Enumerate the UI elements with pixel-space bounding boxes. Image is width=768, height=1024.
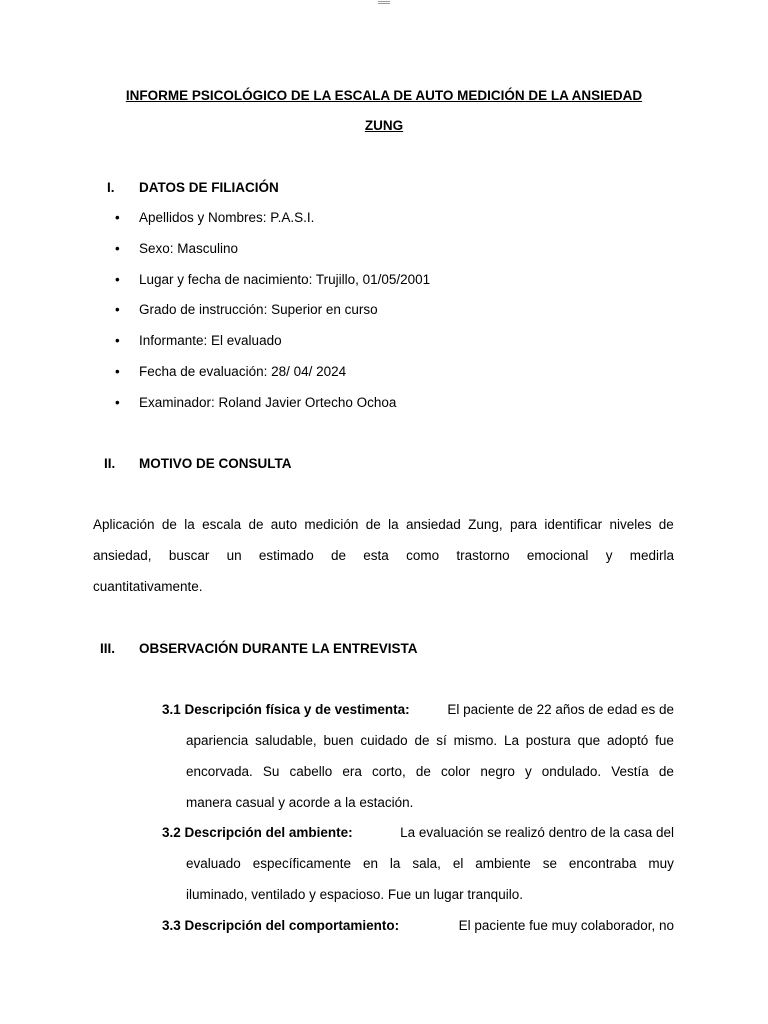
word: emocional xyxy=(526,548,589,563)
word: muy xyxy=(648,856,674,871)
subsection-3-2-line xyxy=(186,856,674,872)
word: medición xyxy=(304,517,359,532)
word: y xyxy=(524,764,532,779)
word: que xyxy=(577,733,601,748)
word: para xyxy=(509,517,537,532)
word: se xyxy=(542,856,557,871)
word: medirla xyxy=(629,548,674,563)
subsection-3-1-first-line xyxy=(162,702,674,718)
subsection-3-1-number: 3.1 xyxy=(162,702,181,717)
word: buen xyxy=(323,733,354,748)
word: de xyxy=(365,517,381,532)
word: encorvada. xyxy=(186,764,253,779)
word: auto xyxy=(270,517,298,532)
subsection-3-3-lead: El paciente fue muy colaborador, no xyxy=(458,918,674,933)
word: esta xyxy=(363,548,389,563)
word: la xyxy=(184,517,195,532)
list-item: • Sexo: Masculino xyxy=(115,241,239,256)
subsection-3-1-line: manera casual y acorde a la estación. xyxy=(186,795,414,810)
subsection-3-1-heading: Descripción física y de vestimenta: xyxy=(184,702,410,717)
list-item: • Fecha de evaluación: 28/ 04/ 2024 xyxy=(115,364,347,379)
list-item: • Lugar y fecha de nacimiento: Trujillo, 01/05/2001 xyxy=(115,272,431,287)
word: ansiedad xyxy=(405,517,461,532)
word: identificar xyxy=(544,517,603,532)
word: buscar xyxy=(168,548,210,563)
word: sí xyxy=(436,733,447,748)
word: en xyxy=(362,856,378,871)
consult-line-2 xyxy=(93,548,674,564)
word: de xyxy=(248,517,264,532)
section-1-title: DATOS DE FILIACIÓN xyxy=(139,180,279,195)
word: y xyxy=(605,548,613,563)
word: niveles xyxy=(609,517,652,532)
word: ambiente xyxy=(475,856,531,871)
word: postura xyxy=(525,733,571,748)
subsection-3-2-number: 3.2 xyxy=(162,825,181,840)
report-title-line1: INFORME PSICOLÓGICO DE LA ESCALA DE AUTO MEDICIÓN DE LA ANSIEDAD xyxy=(125,88,643,103)
section-1-heading xyxy=(107,180,279,196)
word: escala xyxy=(202,517,242,532)
header-mark xyxy=(376,0,392,4)
word: estimado xyxy=(258,548,314,563)
section-1-number: I. xyxy=(107,180,115,195)
section-2-title: MOTIVO DE CONSULTA xyxy=(139,456,292,471)
word: encontraba xyxy=(568,856,637,871)
list-item: • Grado de instrucción: Superior en curso xyxy=(115,302,378,317)
word: ondulado. xyxy=(541,764,602,779)
word: de xyxy=(658,764,674,779)
subsection-3-3-heading: Descripción del comportamiento: xyxy=(184,918,400,933)
subsection-3-2-lead: La evaluación se realizó dentro de la casa del xyxy=(400,825,674,840)
word: como xyxy=(406,548,440,563)
word: saludable, xyxy=(255,733,317,748)
word: de xyxy=(330,548,346,563)
list-item: • Examinador: Roland Javier Ortecho Ochoa xyxy=(115,395,397,410)
subsection-3-2-line: iluminado, ventilado y espacioso. Fue un lugar tranquilo. xyxy=(186,887,523,902)
section-2-heading xyxy=(104,456,292,472)
word: de xyxy=(161,517,177,532)
word: negro xyxy=(480,764,515,779)
word: de xyxy=(414,733,430,748)
word: Su xyxy=(262,764,280,779)
consult-line-3: cuantitativamente. xyxy=(93,579,203,594)
word: color xyxy=(440,764,471,779)
word: cabello xyxy=(289,764,333,779)
word: la xyxy=(388,517,399,532)
subsection-3-2-heading: Descripción del ambiente: xyxy=(184,825,353,840)
word: adoptó xyxy=(606,733,649,748)
word: mismo. xyxy=(453,733,498,748)
subsection-3-3-number: 3.3 xyxy=(162,918,181,933)
word: trastorno xyxy=(456,548,510,563)
subsection-3-1-lead: El paciente de 22 años de edad es de xyxy=(447,702,674,717)
word: Aplicación xyxy=(93,517,155,532)
section-2-number: II. xyxy=(104,456,116,471)
word: evaluado xyxy=(186,856,241,871)
word: de xyxy=(415,764,431,779)
word: de xyxy=(658,517,674,532)
list-item: • Apellidos y Nombres: P.A.S.I. xyxy=(115,210,315,225)
subsection-3-3-first-line xyxy=(162,918,674,934)
word: el xyxy=(452,856,464,871)
word: corto, xyxy=(371,764,406,779)
section-3-title: OBSERVACIÓN DURANTE LA ENTREVISTA xyxy=(139,641,418,656)
section-3-heading xyxy=(100,641,418,657)
word: fue xyxy=(655,733,674,748)
section-3-number: III. xyxy=(100,641,116,656)
word: era xyxy=(342,764,362,779)
list-item: • Informante: El evaluado xyxy=(115,333,282,348)
word: Vestía xyxy=(611,764,649,779)
word: ansiedad, xyxy=(93,548,152,563)
word: un xyxy=(226,548,242,563)
word: cuidado xyxy=(360,733,408,748)
subsection-3-1-line xyxy=(186,764,674,780)
word: apariencia xyxy=(186,733,249,748)
word: sala, xyxy=(412,856,441,871)
word: Zung, xyxy=(468,517,503,532)
report-title-line2: ZUNG xyxy=(364,118,404,133)
word: la xyxy=(389,856,401,871)
consult-line-1 xyxy=(93,517,674,533)
subsection-3-1-line xyxy=(186,733,674,749)
word: específicamente xyxy=(252,856,352,871)
word: La xyxy=(503,733,519,748)
subsection-3-2-first-line xyxy=(162,825,674,841)
